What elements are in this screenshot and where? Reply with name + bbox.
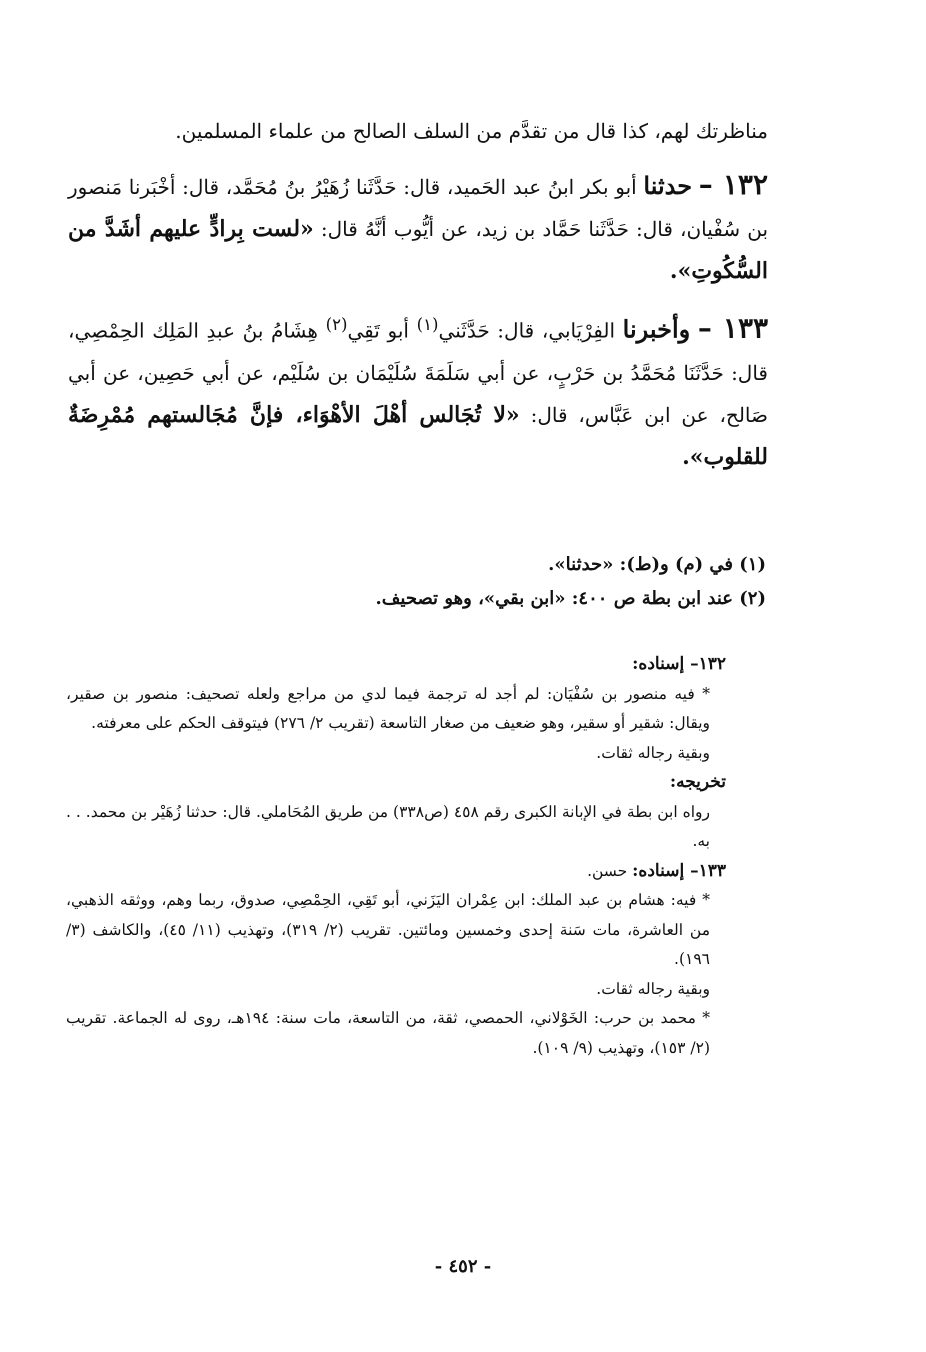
isnad-133-heading: ١٣٣– إسناده:	[632, 860, 726, 881]
hadith-133-chain-part3: هِشَامُ بنُ عبدِ المَلِك الحِمْصِي، قال: حَدَّثَنَا مُحَمَّدُ بن حَرْبٍ، عن أبي سَلَمَةَ سُلَيْمَان بن سُلَيْم، عن أبي حَصِين، عن أبي صَالح، عن ابن عَبَّاس، قال:	[68, 318, 769, 427]
isnad-132-note: * فيه منصور بن سُفْيَان: لم أجد له ترجمة فيما لدي من مراجع ولعله تصحيف: منصور بن صقير، ويقال: شقير أو سقير، وهو ضعيف من صغار التاسعة (تقريب ٢/ ٢٧٦) فيتوقف الحكم على معرفته.	[66, 684, 710, 732]
hadith-132-lead: حدثنا	[643, 171, 693, 200]
takhrij-text: رواه ابن بطة في الإبانة الكبرى رقم ٤٥٨ (ص٣٣٨) من طريق المُحَاملي. قال: حدثنا زُهَيْر بن محمد. . . به.	[66, 802, 710, 850]
footnote-1: (١) في (م) و(ط): «حدثنا».	[548, 554, 766, 575]
main-text	[68, 110, 768, 478]
hadith-132-number: ١٣٢ –	[698, 168, 769, 201]
hadith-133-number: ١٣٣ –	[697, 311, 769, 345]
isnad-132-rest: وبقية رجاله ثقات.	[596, 743, 710, 762]
commentary	[66, 650, 726, 1063]
hadith-132-chain: أبو بكر ابنُ عبد الحَميد، قال: حَدَّثَنا زُهَيْرُ بنُ مُحَمَّد، قال: أخْبَرنا مَنصور بن سُفْيان، قال: حَدَّثَنا حَمَّاد بن زيد، عن أيُّوب أنَّهُ قال:	[68, 175, 769, 241]
isnad-133-note-2: * محمد بن حرب: الخَوْلاني، الحمصي، ثقة، من التاسعة، مات سنة: ١٩٤هـ، روى له الجماعة. تقريب (٢/ ١٥٣)، وتهذيب (٩/ ١٠٩).	[66, 1009, 710, 1057]
footnote-2: (٢) عند ابن بطة ص ٤٠٠: «ابن بقي»، وهو تصحيف.	[375, 588, 766, 609]
hadith-133-lead: وأخبرنا	[622, 314, 691, 344]
isnad-133-note-1: * فيه: هشام بن عبد الملك: ابن عِمْران اليَزَني، أبو تَقِي، الحِمْصِي، صدوق، ربما وهم، ووثقه الذهبي، من العاشرة، مات سَنة إحدى وخمسين ومائتين. تقريب (٢/ ٣١٩)، وتهذيب (١١/ ٤٥)، والكاشف (٣/ ١٩٦).	[66, 891, 711, 968]
carry-over-paragraph: مناظرتك لهم، كذا قال من تقدَّم من السلف الصالح من علماء المسلمين.	[175, 119, 768, 143]
isnad-133-line	[66, 857, 726, 887]
hadith-132-quote: «لست بِرادٍّ عليهم أشَدَّ من السُّكُوتِ».	[68, 216, 768, 284]
takhrij-heading: تخريجه:	[669, 772, 726, 792]
footnote-ref-2: (٢)	[325, 315, 348, 334]
hadith-133-quote: «لا تُجَالس أهْلَ الأهْوَاء، فإنَّ مُجَالستهم مُمْرِضَةٌ للقلوب».	[68, 401, 768, 470]
footnotes	[66, 548, 766, 616]
footnote-ref-1: (١)	[416, 315, 439, 334]
hadith-133-chain-part2: أبو تَقِي	[347, 318, 409, 343]
isnad-133-grade: حسن.	[587, 861, 628, 880]
isnad-132-heading: ١٣٢– إسناده:	[632, 654, 726, 674]
hadith-133	[68, 304, 768, 478]
hadith-132	[68, 164, 768, 292]
page-number: - ٤٥٢ -	[434, 1256, 492, 1277]
hadith-133-chain-part1: الفِرْيَابي، قال: حَدَّثَني	[438, 318, 616, 343]
isnad-133-rest: وبقية رجاله ثقات.	[596, 979, 710, 998]
